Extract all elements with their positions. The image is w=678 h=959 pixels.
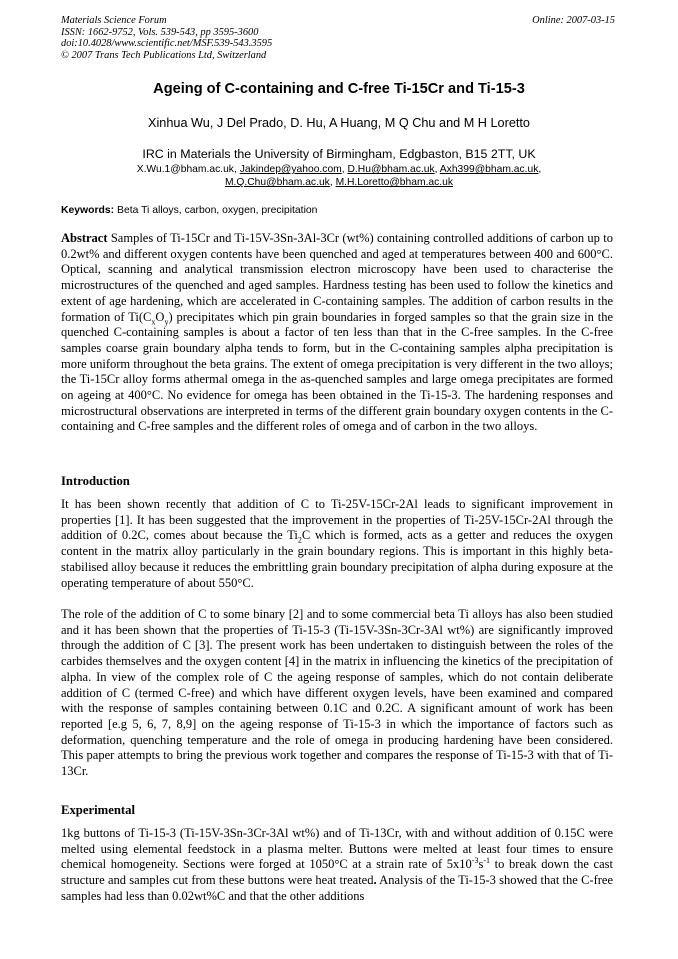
paper-title: Ageing of C-containing and C-free Ti-15Cr and Ti-15-3 xyxy=(153,81,525,97)
keywords-label: Keywords: xyxy=(61,205,115,216)
copyright-line: © 2007 Trans Tech Publications Ltd, Switzerland xyxy=(61,49,267,61)
abstract-text: Samples of Ti-15Cr and Ti-15V-3Sn-3Al-3Cr (wt%) containing controlled additions of carbon up to 0.2wt% and different oxygen contents have been quenched and aged at temperatures between 400 and 600°C. Optical, scanning and analytical transmission electron microscopy have been used to characterise the microstructures of the quenched and aged samples. Hardness testing has been used to follow the kinetics and extent of age hardening, which are accelerated in C-containing samples. The addition of carbon results in the formation of Ti(C xyxy=(61,231,613,324)
email-text: X.Wu.1@bham.ac.uk xyxy=(136,164,234,175)
subscript: x xyxy=(151,317,156,327)
introduction-heading: Introduction xyxy=(61,474,130,488)
experimental-heading: Experimental xyxy=(61,803,136,817)
paragraph-text: 1kg buttons of Ti-15-3 (Ti-15V-3Sn-3Cr-3Al wt%) and of Ti-13Cr, with and without addition of 0.15C were melted using elemental feedstock in a plasma melter. Buttons were melted at least four times to ensure chemical homogeneity. Sections were forged at 1050°C at a strain rate of 5x10 xyxy=(61,826,613,872)
journal-header xyxy=(61,15,272,61)
paragraph-text: s xyxy=(478,857,484,872)
online-date: Online: 2007-03-15 xyxy=(532,15,615,26)
email-link[interactable]: M.H.Loretto@bham.ac.uk xyxy=(335,177,454,188)
email-link[interactable]: D.Hu@bham.ac.uk xyxy=(347,164,435,175)
email-link[interactable]: Axh399@bham.ac.uk xyxy=(439,164,539,175)
superscript: -1 xyxy=(483,856,491,866)
abstract-label: Abstract xyxy=(61,231,108,245)
abstract-text: O xyxy=(155,309,165,324)
experimental-paragraph xyxy=(61,826,613,905)
introduction-paragraph-1 xyxy=(61,497,613,591)
paragraph-text: C which is formed, acts as a getter and reduces the oxygen content in the matrix alloy particularly in the grain boundary regions. This is important in this highly beta-stabilised alloy because it reduces the embrittling grain boundary precipitation of alpha during exposure at the operating temperature of about 550°C. xyxy=(61,528,613,590)
journal-name: Materials Science Forum xyxy=(61,15,167,26)
subscript: 2 xyxy=(297,535,302,545)
paragraph-text: It has been shown recently that addition of C to Ti-25V-15Cr-2Al leads to significant improvement in properties [1]. It has been suggested that the improvement in the properties of Ti-25V-15Cr-2Al through the addition of 0.2C, comes about because the Ti xyxy=(61,497,613,543)
affiliation: IRC in Materials the University of Birmingham, Edgbaston, B15 2TT, UK xyxy=(142,147,536,161)
issn-line: ISSN: 1662-9752, Vols. 539-543, pp 3595-3600 xyxy=(61,26,259,38)
abstract-text: ) precipitates which pin grain boundaries in forged samples so that the grain size in the quenched C-containing samples is about a factor of ten less than that in the C-free samples. In the C-free samples coarse grain boundary alpha tends to form, but in the C-containing samples alpha precipitation is more uniform throughout the beta grains. The extent of omega precipitation is very different in the two alloys; the Ti-15Cr alloy forms athermal omega in the as-quenched samples and large omega precipitates are formed on ageing at 400°C. No evidence for omega has been obtained in the Ti-15-3. The hardening responses and microstructural observations are interpreted in terms of the different grain boundary oxygen contents in the C-containing and C-free samples and the different roles of omega and of carbon in the two alloys. xyxy=(61,309,613,434)
superscript: -3 xyxy=(471,856,479,866)
email-list: X.Wu.1@bham.ac.uk, Jakindep@yahoo.com, D.Hu@bham.ac.uk, Axh399@bham.ac.uk, M.Q.Chu@bham.ac.uk, M.H.Loretto@bham.ac.uk xyxy=(136,164,542,188)
keywords xyxy=(61,205,317,216)
paragraph-text: to break down the cast structure and samples cut from these buttons were heat treated xyxy=(61,857,613,888)
email-link[interactable]: M.Q.Chu@bham.ac.uk xyxy=(224,177,330,188)
abstract-paragraph xyxy=(61,231,613,435)
doi-line: doi:10.4028/www.scientific.net/MSF.539-543.3595 xyxy=(61,38,273,50)
bold-period: . xyxy=(373,873,377,888)
keywords-text: Beta Ti alloys, carbon, oxygen, precipitation xyxy=(117,205,318,216)
author-list: Xinhua Wu, J Del Prado, D. Hu, A Huang, M Q Chu and M H Loretto xyxy=(148,116,530,130)
introduction-paragraph-2: The role of the addition of C to some binary [2] and to some commercial beta Ti alloys has also been studied and it has been shown that the properties of Ti-15-3 (Ti-15V-3Sn-3Cr-3Al wt%) are significantly improved through the addition of C [3]. The present work has been undertaken to distinguish between the roles of the carbides themselves and the oxygen content [4] in the matrix in influencing the kinetics of the precipitation of alpha. In view of the complex role of C the ageing response of samples, which do not contain deliberate addition of C (termed C-free) and which have different oxygen levels, have been examined and compared with the response of samples containing between 0.1C and 0.2C. A significant amount of work has been reported [e.g 5, 6, 7, 8,9] on the ageing response of Ti-15-3 in which the importance of factors such as deformation, quenching temperature and the role of omega in producing hardening have been considered. This paper attempts to bring the previous work together and compares the response of Ti-15-3 with that of Ti-13Cr. xyxy=(61,607,613,779)
paragraph-text: Analysis of the Ti-15-3 showed that the C-free samples had less than 0.02wt%C and that the other additions xyxy=(61,873,613,903)
subscript: y xyxy=(164,317,169,327)
email-link[interactable]: Jakindep@yahoo.com xyxy=(239,164,342,175)
